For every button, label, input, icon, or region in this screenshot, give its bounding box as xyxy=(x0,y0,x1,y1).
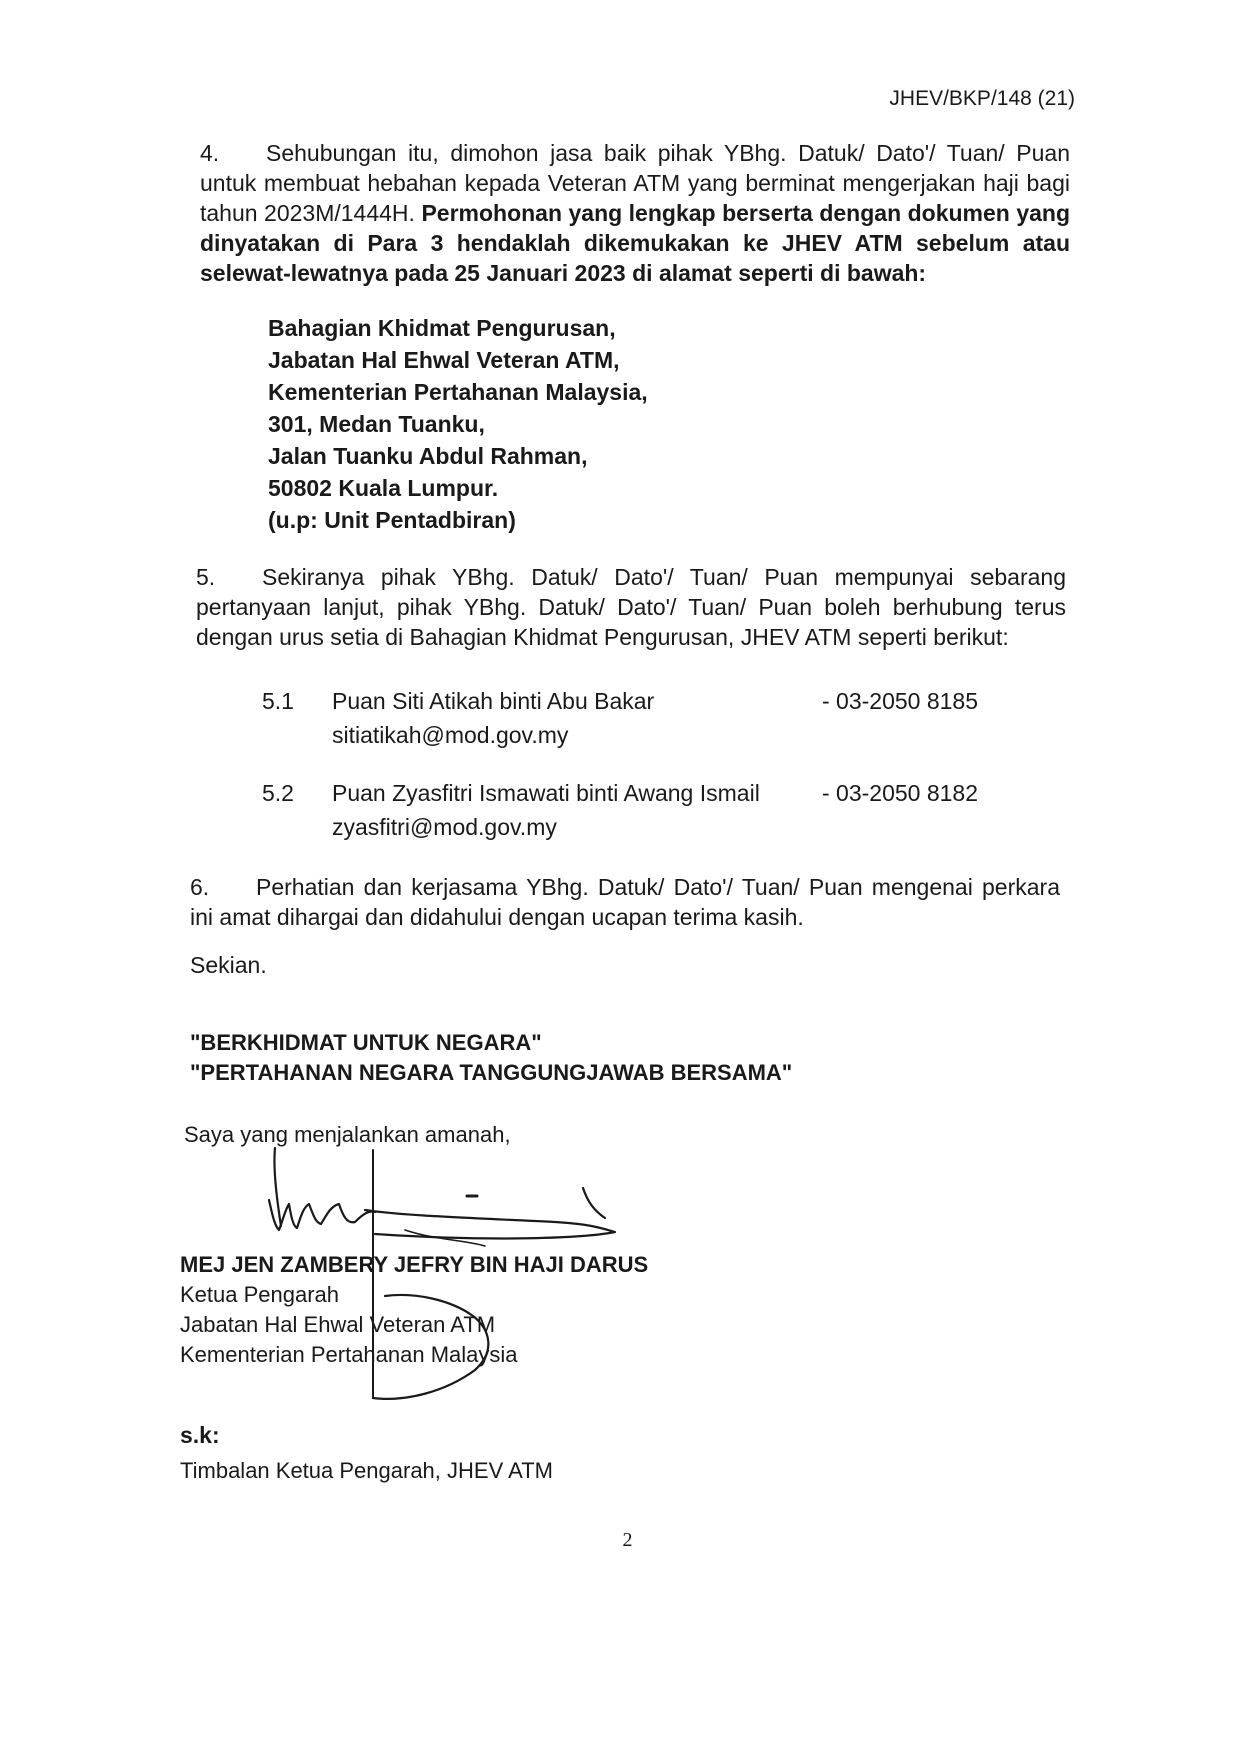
signatory-ministry: Kementerian Pertahanan Malaysia xyxy=(180,1342,518,1367)
paragraph-text: Sehubungan itu, dimohon jasa baik pihak YBhg. Datuk/ Dato'/ Tuan/ Puan untuk membuat hebahan kepada Veteran ATM yang berminat mengerjakan haji bagi tahun 2023M/1444H. xyxy=(200,140,1070,226)
paragraph-text: Sekiranya pihak YBhg. Datuk/ Dato'/ Tuan/ Puan mempunyai sebarang pertanyaan lanjut, pihak YBhg. Datuk/ Dato'/ Tuan/ Puan boleh berhubung terus dengan urus setia di Bahagian Khidmat Pengurusan, JHEV ATM seperti berikut: xyxy=(196,564,1066,650)
contact-phone: - 03-2050 8185 xyxy=(822,688,979,714)
contact-phone: - 03-2050 8182 xyxy=(822,780,979,806)
trust-line: Saya yang menjalankan amanah, xyxy=(184,1122,511,1147)
motto-line: "PERTAHANAN NEGARA TANGGUNGJAWAB BERSAMA" xyxy=(190,1060,793,1085)
address-line: Bahagian Khidmat Pengurusan, xyxy=(268,315,616,341)
paragraph-4 xyxy=(200,138,1070,288)
address-line: (u.p: Unit Pentadbiran) xyxy=(268,507,516,533)
address-line: 50802 Kuala Lumpur. xyxy=(268,475,499,501)
contact-name: Puan Zyasfitri Ismawati binti Awang Ismail xyxy=(332,780,760,806)
signatory-name: MEJ JEN ZAMBERY JEFRY BIN HAJI DARUS xyxy=(180,1252,649,1277)
reference-number: JHEV/BKP/148 (21) xyxy=(889,87,1075,110)
address-line: Jabatan Hal Ehwal Veteran ATM, xyxy=(268,347,620,373)
contact-email[interactable]: sitiatikah@mod.gov.my xyxy=(332,722,569,748)
contact-name: Puan Siti Atikah binti Abu Bakar xyxy=(332,688,655,714)
contact-email[interactable]: zyasfitri@mod.gov.my xyxy=(332,814,557,840)
signatory-title: Ketua Pengarah xyxy=(180,1282,340,1307)
address-line: 301, Medan Tuanku, xyxy=(268,411,485,437)
motto-block xyxy=(190,1028,792,1088)
cc-label: s.k: xyxy=(180,1422,220,1448)
paragraph-5 xyxy=(196,562,1066,652)
motto-line: "BERKHIDMAT UNTUK NEGARA" xyxy=(190,1030,542,1055)
signature-block xyxy=(180,1250,648,1370)
signatory-department: Jabatan Hal Ehwal Veteran ATM xyxy=(180,1312,496,1337)
closing-text: Sekian. xyxy=(190,952,267,978)
paragraph-text: Perhatian dan kerjasama YBhg. Datuk/ Dato'/ Tuan/ Puan mengenai perkara ini amat dihargai dan didahului dengan ucapan terima kasih. xyxy=(190,874,1060,930)
address-line: Kementerian Pertahanan Malaysia, xyxy=(268,379,648,405)
contact-number: 5.2 xyxy=(262,780,294,806)
page-number: 2 xyxy=(622,1529,633,1551)
contact-number: 5.1 xyxy=(262,688,294,714)
paragraph-number: 4. xyxy=(200,140,220,166)
cc-recipient: Timbalan Ketua Pengarah, JHEV ATM xyxy=(180,1458,553,1483)
paragraph-number: 6. xyxy=(190,874,210,900)
paragraph-number: 5. xyxy=(196,564,216,590)
paragraph-bold-text: Permohonan yang lengkap berserta dengan dokumen yang dinyatakan di Para 3 hendaklah dikemukakan ke JHEV ATM sebelum atau selewat-lewatnya pada 25 Januari 2023 di alamat seperti di bawah: xyxy=(200,200,1071,286)
paragraph-6 xyxy=(190,872,1060,932)
mailing-address xyxy=(268,312,648,536)
address-line: Jalan Tuanku Abdul Rahman, xyxy=(268,443,588,469)
